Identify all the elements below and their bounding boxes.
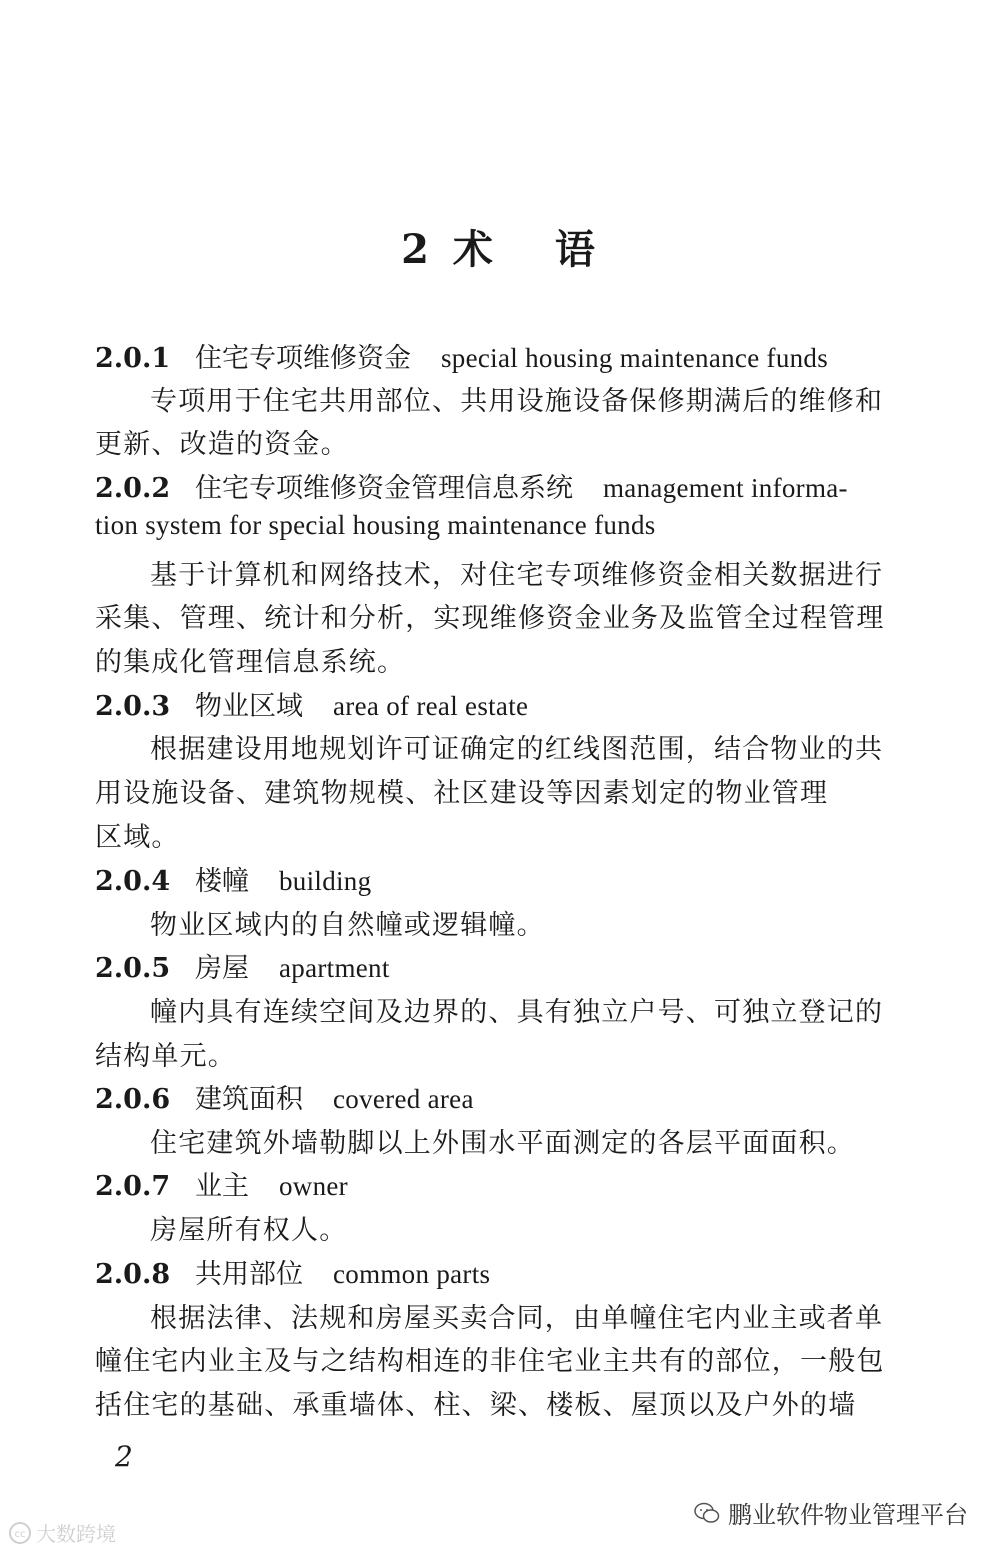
term-description-line: 房屋所有权人。 xyxy=(150,1215,348,1246)
term-number: 2.0.8 xyxy=(95,1259,171,1290)
term-number: 2.0.1 xyxy=(95,343,171,374)
term-chinese: 物业区域 xyxy=(195,691,303,722)
term-english: owner xyxy=(279,1171,348,1201)
term-english-continued: tion system for special housing maintenance funds xyxy=(95,510,656,540)
term-english: management informa- xyxy=(603,473,848,503)
term-chinese: 房屋 xyxy=(195,953,249,984)
svg-text:cc: cc xyxy=(14,1528,26,1540)
term-chinese: 楼幢 xyxy=(195,866,249,897)
term-english: common parts xyxy=(333,1259,491,1289)
term-description-line: 更新、改造的资金。 xyxy=(95,429,349,460)
term-number: 2.0.5 xyxy=(95,953,171,984)
watermark-left-text: 大数跨境 xyxy=(36,1522,116,1546)
term-description-line: 住宅建筑外墙勒脚以上外围水平面测定的各层平面面积。 xyxy=(150,1128,855,1159)
term-heading xyxy=(95,684,528,723)
term-chinese: 住宅专项维修资金 xyxy=(195,343,411,374)
chapter-number: 2 xyxy=(401,226,431,273)
watermark-left xyxy=(8,1518,116,1547)
term-heading xyxy=(95,466,848,505)
term-description-line: 根据法律、法规和房屋买卖合同，由单幢住宅内业主或者单 xyxy=(150,1303,884,1334)
term-number: 2.0.7 xyxy=(95,1171,171,1202)
term-description-line: 区域。 xyxy=(95,822,180,853)
term-heading xyxy=(95,946,390,985)
chapter-title xyxy=(0,218,998,275)
term-heading xyxy=(95,1252,490,1291)
term-description-line: 根据建设用地规划许可证确定的红线图范围，结合物业的共 xyxy=(150,734,884,765)
watermark-right-text: 鹏业软件物业管理平台 xyxy=(728,1501,968,1529)
term-description-line: 括住宅的基础、承重墙体、柱、梁、楼板、屋顶以及户外的墙 xyxy=(95,1390,857,1421)
term-english: covered area xyxy=(333,1084,474,1114)
wechat-icon xyxy=(694,1502,720,1524)
term-number: 2.0.4 xyxy=(95,866,171,897)
term-description-line: 专项用于住宅共用部位、共用设施设备保修期满后的维修和 xyxy=(150,386,884,417)
term-description-line: 基于计算机和网络技术，对住宅专项维修资金相关数据进行 xyxy=(150,560,884,591)
term-english: area of real estate xyxy=(333,691,529,721)
term-heading xyxy=(95,859,371,898)
term-english: building xyxy=(279,866,372,896)
term-description-line: 幢内具有连续空间及边界的、具有独立户号、可独立登记的 xyxy=(150,997,884,1028)
term-chinese: 住宅专项维修资金管理信息系统 xyxy=(195,473,573,504)
chapter-title-word-2: 语 xyxy=(554,226,597,273)
watermark-right xyxy=(694,1495,968,1530)
term-description-line: 结构单元。 xyxy=(95,1041,236,1072)
term-chinese: 业主 xyxy=(195,1171,249,1202)
term-description-line: 的集成化管理信息系统。 xyxy=(95,647,406,678)
cc-icon xyxy=(8,1521,32,1545)
term-english: apartment xyxy=(279,953,390,983)
term-description-line: 用设施设备、建筑物规模、社区建设等因素划定的物业管理 xyxy=(95,778,829,809)
chapter-title-word-1: 术 xyxy=(452,226,495,273)
term-number: 2.0.2 xyxy=(95,473,171,504)
term-heading xyxy=(95,1164,348,1203)
term-heading xyxy=(95,336,828,375)
term-number: 2.0.3 xyxy=(95,691,171,722)
term-description-line: 采集、管理、统计和分析，实现维修资金业务及监管全过程管理 xyxy=(95,603,885,634)
term-description-line: 物业区域内的自然幢或逻辑幢。 xyxy=(150,910,545,941)
term-chinese: 共用部位 xyxy=(195,1259,303,1290)
term-heading xyxy=(95,1077,474,1116)
term-english: special housing maintenance funds xyxy=(441,343,829,373)
term-number: 2.0.6 xyxy=(95,1084,171,1115)
term-chinese: 建筑面积 xyxy=(195,1084,303,1115)
term-description-line: 幢住宅内业主及与之结构相连的非住宅业主共有的部位，一般包 xyxy=(95,1346,885,1377)
page-number: 2 xyxy=(115,1440,133,1473)
